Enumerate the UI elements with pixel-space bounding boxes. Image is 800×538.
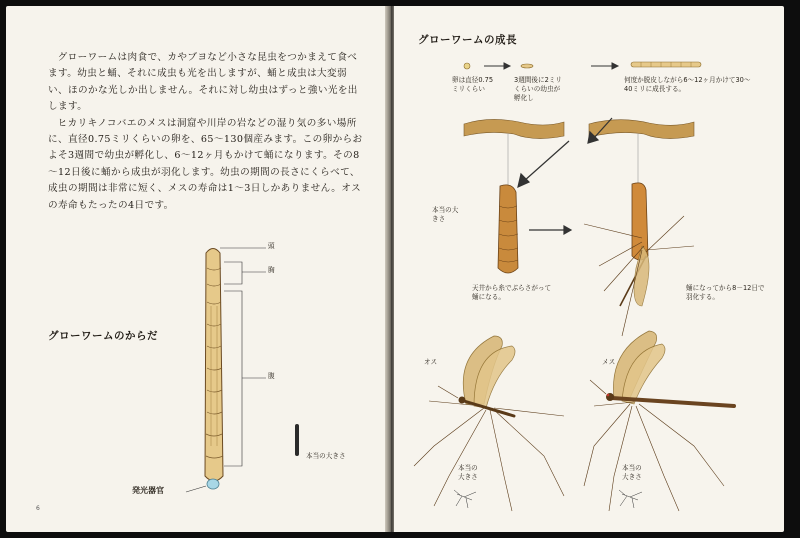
male-actual-size-label: 本当の大きさ	[458, 464, 478, 481]
pupa-caption: 天井から糸でぶらさがって蛹になる。	[472, 284, 552, 301]
female-label: メス	[602, 358, 616, 366]
ceiling-left	[464, 119, 564, 138]
paragraph-diet: グローワームは肉食で、カやブヨなど小さな昆虫をつかまえて食べます。幼虫と蛹、それに成虫も光を出しますが、蛹と成虫は大変弱い、ほのかな光しか出しません。それに対し幼虫はずっと強い光を出します。	[48, 52, 358, 113]
pupa-actual-size-label: 本当の大きさ	[432, 206, 459, 223]
male-label: オス	[424, 358, 438, 366]
emerge-caption: 蛹になってから8－12日で羽化する。	[686, 284, 765, 301]
actual-size-marker	[295, 424, 299, 456]
label-light-organ: 発光器官	[132, 486, 164, 495]
label-head: 頭	[268, 242, 275, 250]
emerging-pupa-drawing	[632, 183, 648, 260]
larva-growth-caption: 何度か脱皮しながら6～12ヶ月かけて30～40ミリに成長する。	[624, 76, 751, 93]
left-page	[6, 6, 388, 532]
section-title-body: グローワームのからだ	[48, 330, 158, 342]
grown-larva-drawing	[631, 62, 701, 67]
female-actual-size-marker	[619, 490, 642, 508]
label-abdomen: 腹	[268, 372, 275, 380]
stage-arrows-top	[484, 63, 618, 69]
hatchling-drawing	[521, 64, 533, 68]
label-thorax: 胸	[268, 266, 275, 274]
pupa-drawing	[498, 185, 518, 273]
male-actual-size-marker	[454, 490, 476, 508]
female-actual-size-label: 本当の大きさ	[622, 464, 642, 481]
egg-caption: 卵は直径0.75ミリくらい	[452, 76, 494, 93]
label-actual-size: 本当の大きさ	[306, 452, 346, 460]
ceiling-right	[589, 120, 694, 139]
hatch-caption: 3週間後に2ミリくらいの幼虫が孵化し	[514, 76, 562, 102]
page-number: 6	[36, 505, 40, 512]
egg-drawing	[464, 63, 470, 69]
paragraph-life-cycle: ヒカリキノコバエのメスは洞窟や川岸の岩などの湿り気の多い場所に、直径0.75ミリくらいの卵を、65～130個産みます。この卵からおよそ3週間で幼虫が孵化し、6～12ヶ月もかけて蛹になります。その8～12日後に蛹から成虫が羽化します。幼虫の期間の長さにくらべて、成虫の期間は非常に短く、メスの寿命は1～3日しかありません。オスの寿命もたったの4日です。	[48, 117, 363, 211]
larva-body-shape	[205, 249, 223, 482]
section-title-growth: グローワームの成長	[418, 34, 517, 46]
label-leaders	[186, 248, 266, 492]
light-organ-shape	[207, 479, 219, 489]
right-page	[394, 6, 784, 532]
